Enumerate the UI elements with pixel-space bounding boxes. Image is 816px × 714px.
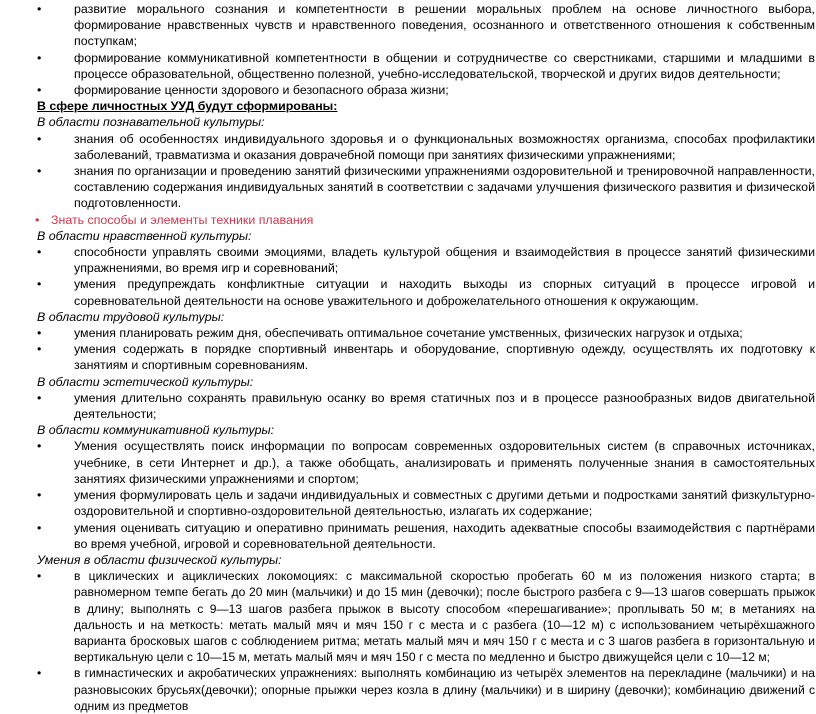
moral-heading: В области нравственной культуры:: [37, 228, 252, 243]
highlight-swimming-text: Знать способы и элементы техники плавания: [51, 212, 314, 227]
bullet-sport-equipment: • умения содержать в порядке спортивный инвентарь и оборудование, спортивную одежду, осуществлять их подготовку к занятиям и спортивным соревнованиям.: [0, 341, 816, 373]
physical-heading: Умения в области физической культуры:: [37, 552, 282, 567]
highlight-swimming: [0, 212, 816, 228]
red-bullet-icon: •: [35, 212, 40, 227]
cognitive-heading: В области познавательной культуры:: [37, 115, 265, 130]
bullet-health-knowledge: • знания об особенностях индивидуального здоровья и о функциональных возможностях организма, способах профилактики заболеваний, травматизма и оказания доврачебной помощи при занятиях физическими упражнениями;: [0, 131, 816, 163]
bullet-moral-consciousness: • развитие морального сознания и компетентности в решении моральных проблем на основе личностного выбора, формирование нравственных чувств и нравственного поведения, осознанного и ответственного отношения к собственным поступкам;: [0, 1, 816, 50]
section-heading: В сфере личностных УУД будут сформированы:: [37, 99, 338, 114]
bullet-emotion-control: • способности управлять своими эмоциями, владеть культурой общения и взаимодействия в процессе занятий физическими упражнениями, во время игр и соревнований;: [0, 244, 816, 276]
bullet-posture: • умения длительно сохранять правильную осанку во время статичных поз и в процессе разнообразных видов двигательной деятельности;: [0, 390, 816, 422]
document-page: [0, 1, 816, 714]
bullet-locomotion: • в циклических и ациклических локомоциях: с максимальной скоростью пробегать 60 м из положения низкого старта; в равномерном темпе бегать до 20 мин (мальчики) и до 15 мин (девочки); после быстрого разбега с 9—13 шагов совершать прыжок в длину; выполнять с 9—13 шагов разбега прыжок в высоту способом «перешагивание»; проплывать 50 м; в метаниях на дальность и на меткость: метать малый мяч и мяч 150 г с места и с разбега (10—12 м) с использованием четырёхшажного варианта бросковых шагов с соблюдением ритма; метать малый мяч и мяч 150 г с места и с 3 шагов разбега в горизонтальную и вертикальную цели с 10—15 м, метать малый мяч и мяч 150 г с места по медленно и быстро движущейся цели с 10—12 м;: [0, 568, 816, 665]
bullet-daily-regime: • умения планировать режим дня, обеспечивать оптимальное сочетание умственных, физических нагрузок и отдыха;: [0, 325, 816, 341]
communicative-heading: В области коммуникативной культуры:: [37, 423, 275, 438]
bullet-gymnastics: • в гимнастических и акробатических упражнениях: выполнять комбинацию из четырёх элементов на перекладине (мальчики) и на разновысоких брусьях(девочки); опорные прыжки через козла в длину (мальчики) и в ширину (девочки); комбинацию движений с одним из предметов: [0, 665, 816, 714]
labor-heading: В области трудовой культуры:: [37, 309, 225, 324]
bullet-conflict-prevention: • умения предупреждать конфликтные ситуации и находить выходы из спорных ситуаций в процессе игровой и соревновательной деятельности на основе уважительного и доброжелательного отношения к окружающим.: [0, 276, 816, 308]
bullet-information-search: • Умения осуществлять поиск информации по вопросам современных оздоровительных систем (в справочных источниках, учебнике, в сети Интернет и др.), а также обобщать, анализировать и применять полученные знания в самостоятельных занятиях физическими упражнениями и спортом;: [0, 438, 816, 487]
aesthetic-heading: В области эстетической культуры:: [37, 374, 254, 389]
bullet-goal-formulation: • умения формулировать цель и задачи индивидуальных и совместных с другими детьми и подростками занятий физкультурно-оздоровительной и спортивно-оздоровительной деятельностью, излагать их содержание;: [0, 487, 816, 519]
bullet-training-knowledge: • знания по организации и проведению занятий физическими упражнениями оздоровительной и тренировочной направленности, составлению содержания индивидуальных занятий в соответствии с задачами улучшения физического развития и физической подготовленности.: [0, 163, 816, 212]
bullet-healthy-lifestyle: • формирование ценности здорового и безопасного образа жизни;: [0, 82, 816, 98]
bullet-communicative-competence: • формирование коммуникативной компетентности в общении и сотрудничестве со сверстниками, старшими и младшими в процессе образовательной, общественно полезной, учебно-исследовательской, творческой и других видов деятельности;: [0, 50, 816, 82]
bullet-situation-assessment: • умения оценивать ситуацию и оперативно принимать решения, находить адекватные способы взаимодействия с партнёрами во время учебной, игровой и соревновательной деятельности.: [0, 520, 816, 552]
